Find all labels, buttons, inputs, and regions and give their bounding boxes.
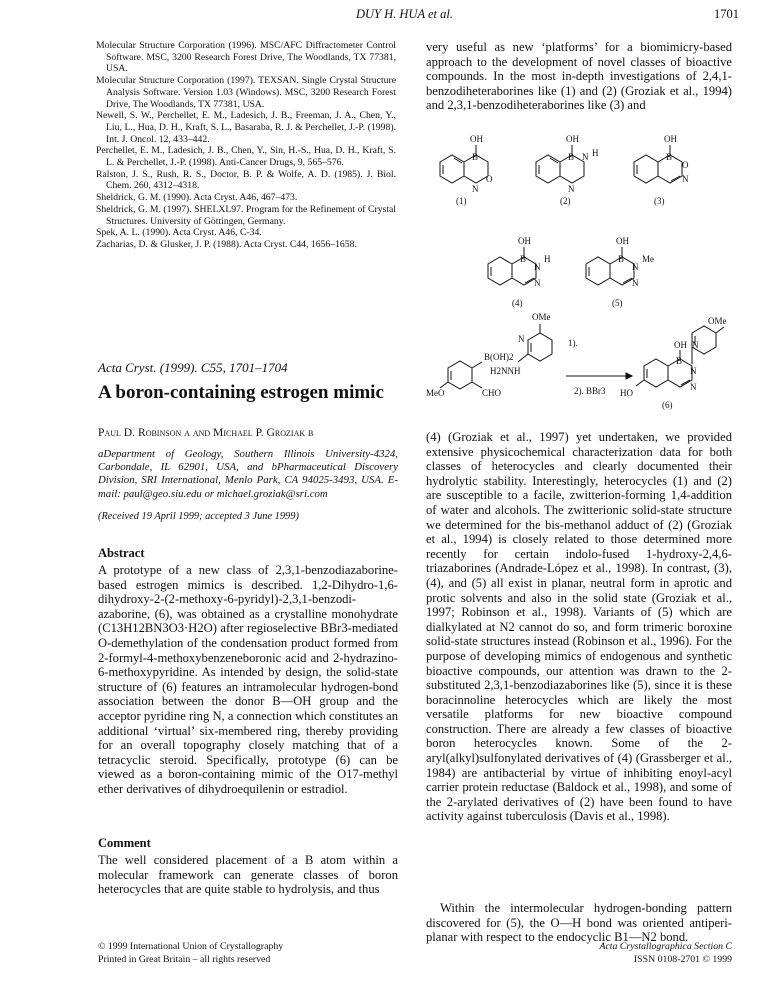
atom-ho: HO	[620, 388, 633, 398]
reference-item: Molecular Structure Corporation (1996). MSC/AFC Diffractometer Control Software. MSC, 3200 Research Forest Drive, The Woodlands, TX 77381, USA.	[96, 40, 396, 75]
atom-n: N	[682, 174, 689, 184]
atom-oh: OH	[674, 340, 687, 350]
atom-n: N	[632, 262, 639, 272]
structure-label: (3)	[654, 196, 665, 206]
structure-2	[536, 145, 584, 183]
atom-oh: OH	[664, 134, 677, 144]
structure-label: (6)	[662, 400, 673, 410]
comment-paragraph: The well considered placement of a B atom within a molecular framework can generate classes of boron heterocycles that are quite stable to hydrolysis, and thus	[98, 853, 398, 897]
footer-issn: ISSN 0108-2701 © 1999	[633, 954, 732, 965]
structure-1	[440, 145, 488, 183]
atom-n: N	[534, 262, 541, 272]
atom-oh: OH	[566, 134, 579, 144]
footer-copyright: © 1999 International Union of Crystallography	[98, 941, 284, 952]
structure-label: (2)	[560, 196, 571, 206]
structure-5	[586, 247, 634, 285]
reference-item: Ralston, J. S., Rush, R. S., Doctor, B. P. & Wolfe, A. D. (1985). J. Biol. Chem. 260, 4312–4318.	[96, 168, 396, 192]
atom-cho: CHO	[482, 388, 502, 398]
atom-b: B	[520, 254, 527, 264]
atom-h2nnh: H2NNH	[490, 366, 521, 376]
atom-n: N	[692, 340, 699, 350]
received-dates: (Received 19 April 1999; accepted 3 June 1999)	[98, 511, 299, 522]
atom-oh: OH	[470, 134, 483, 144]
atom-boh2: B(OH)2	[484, 352, 514, 362]
atom-me: Me	[642, 254, 654, 264]
atom-b: B	[472, 152, 479, 162]
atom-b: B	[676, 356, 683, 366]
journal-citation: Acta Cryst. (1999). C55, 1701–1704	[98, 360, 288, 375]
comment-heading: Comment	[98, 836, 151, 850]
reference-item: Zacharias, D. & Glusker, J. P. (1988). Acta Cryst. C44, 1656–1658.	[96, 238, 357, 250]
atom-ome: OMe	[532, 312, 551, 322]
footer-printed: Printed in Great Britain – all rights reserved	[98, 954, 271, 965]
reference-item: Perchellet, E. M., Ladesich, J. B., Chen, Y., Sin, H.-S., Hua, D. H., Kraft, S. L. & Perchellet, J.-P. (1998). Anti-Cancer Drugs, 9, 565–576.	[96, 145, 396, 169]
abstract-text: A prototype of a new class of 2,3,1-benzodiazaborine-based estrogen mimics is described. 1,2-Dihydro-1,6-dihydroxy-2-(2-methoxy-6-pyridyl)-2,3,1-benzodiazaborine, (6), was obtained as a crystalline monohydrate (C13H12BN3O3·H2O) after regioselective BBr3-mediated O-demethylation of the condensation product formed from 2-formyl-4-methoxybenzeneboronic acid and 2-hydrazino-6-methoxypyridine. As intended by design, the solid-state structure of (6) features an intramolecular hydrogen-bond association between the donor B—OH group and the acceptor pyridine ring N, a connection which constitutes an additional ‘virtual’ six-membered ring, thereby providing for an overall topography closely matching that of a tetracyclic steroid. Specifically, prototype (6) can be viewed as a boron-containing mimic of the O17-methyl ether derivatives of dihydroequilenin or estradiol.	[98, 563, 398, 796]
atom-b: B	[666, 152, 673, 162]
footer-journal: Acta Crystallographica Section C	[599, 941, 732, 952]
reference-item: Sheldrick, G. M. (1990). Acta Cryst. A46, 467–473.	[96, 192, 298, 204]
structure-label: (4)	[512, 298, 523, 308]
atom-n: N	[582, 152, 589, 162]
comment-continued: very useful as new ‘platforms’ for a biomimicry-based approach to the development of novel classes of bioactive compounds. In the most in-depth investigations of 2,4,1-benzodiheteraborines like (1) and (2) (Groziak et al., 1994) and 2,3,1-benzodiheteraborines like (3) and	[426, 40, 732, 113]
page-number: 1701	[714, 7, 739, 21]
author-line: Paul D. Robinson a and Michael P. Groziak b	[98, 426, 314, 439]
reference-item: Spek, A. L. (1990). Acta Cryst. A46, C-34.	[96, 227, 262, 239]
atom-n: N	[518, 334, 525, 344]
atom-o: O	[486, 174, 493, 184]
comment-body-paragraph-2: Within the intermolecular hydrogen-bonding pattern discovered for (5), the O—H bond was oriented antiperiplanar with respect to the endocyclic B1—N2 bond.	[426, 901, 732, 945]
starting-material	[440, 361, 482, 389]
article-title: A boron-containing estrogen mimic	[98, 382, 384, 403]
atom-b: B	[618, 254, 625, 264]
structure-label: (1)	[456, 196, 467, 206]
running-head-authors: DUY H. HUA et al.	[356, 7, 453, 21]
atom-h: H	[592, 148, 599, 158]
step-1: 1).	[568, 338, 578, 348]
atom-oh: OH	[518, 236, 531, 246]
atom-n: N	[632, 278, 639, 288]
atom-n: N	[472, 184, 479, 194]
reference-item: Sheldrick, G. M. (1997). SHELXL97. Program for the Refinement of Crystal Structures. University of Göttingen, Germany.	[96, 203, 396, 227]
structure-3	[634, 145, 682, 183]
chemical-scheme	[426, 102, 734, 412]
step-2: 2). BBr3	[574, 386, 606, 396]
reference-list	[96, 40, 396, 251]
atom-oh: OH	[616, 236, 629, 246]
atom-n: N	[690, 366, 697, 376]
atom-meo: MeO	[426, 388, 445, 398]
atom-ome: OMe	[708, 316, 727, 326]
reference-item: Molecular Structure Corporation (1997). TEXSAN. Single Crystal Structure Analysis Software. Version 1.03 (Windows). MSC, 3200 Research Forest Drive, The Woodlands, TX 77381, USA.	[96, 75, 396, 110]
comment-body-paragraph: (4) (Groziak et al., 1997) yet undertaken, we provided extensive physicochemical characterization data for both classes of heterocycles and clearly documented their hydrolytic stability. Interestingly, heterocycles (1) and (2) are susceptible to a facile, zwitterion-forming 1,4-addition of water and alcohols. The zwitterionic solid-state structure we determined for the bis-methanol adduct of (2) (Groziak et al., 1994) is closely related to those determined more recently for certain indolo-fused 1-hydroxy-2,4,6-triazaborines (Andrade-López et al., 1998). In contrast, (3), (4), and (5) all exist in planar, neutral form in aprotic and protic solvents and also in the solid state (Groziak et al., 1997; Robinson et al., 1998). Variants of (5) which are dialkylated at N2 cannot do so, and form trimeric boroxine solid-state structures instead (Robinson et al., 1996). For the purpose of developing mimics of endogenous and synthetic bioactive compounds, our attention was drawn to the 2-substituted 2,3,1-benzodiazaborines like (5), since it is these boracinnoline heterocycles which are likely the most versatile platforms for new bioactive compound construction. There are already a few classes of bioactive boron heterocycles known. Some of the 2-aryl(alkyl)sulfonylated derivatives of (4) (Grassberger et al., 1984) are antibacterial by virtue of inhibiting enoyl-acyl carrier protein reductase (Baldock et al., 1998), and some of the 2-arylated derivatives of (2) have been found to have activity against tuberculosis (Davis et al., 1998).	[426, 430, 732, 824]
structure-label: (5)	[612, 298, 623, 308]
atom-o: O	[682, 160, 689, 170]
atom-n: N	[534, 278, 541, 288]
reaction-arrow	[566, 373, 632, 379]
atom-n: N	[690, 382, 697, 392]
affiliation: aDepartment of Geology, Southern Illinois University-4324, Carbondale, IL 62901, USA, and bPharmaceutical Discovery Division, SRI International, Menlo Park, CA 94025-3493, USA. E-mail: paul@geo.siu.edu or michael.groziak@sri.com	[98, 448, 398, 500]
abstract-heading: Abstract	[98, 546, 145, 560]
atom-h: H	[544, 254, 551, 264]
reference-item: Newell, S. W., Perchellet, E. M., Ladesich, J. B., Freeman, J. A., Chen, Y., Liu, L., Hua, D. H., Kraft, S. L., Basaraba, R. J. & Perchellet, J.-P. (1998). Int. J. Oncol. 12, 433–442.	[96, 110, 396, 145]
atom-n: N	[568, 184, 575, 194]
atom-b: B	[568, 152, 575, 162]
structure-4	[488, 247, 536, 285]
